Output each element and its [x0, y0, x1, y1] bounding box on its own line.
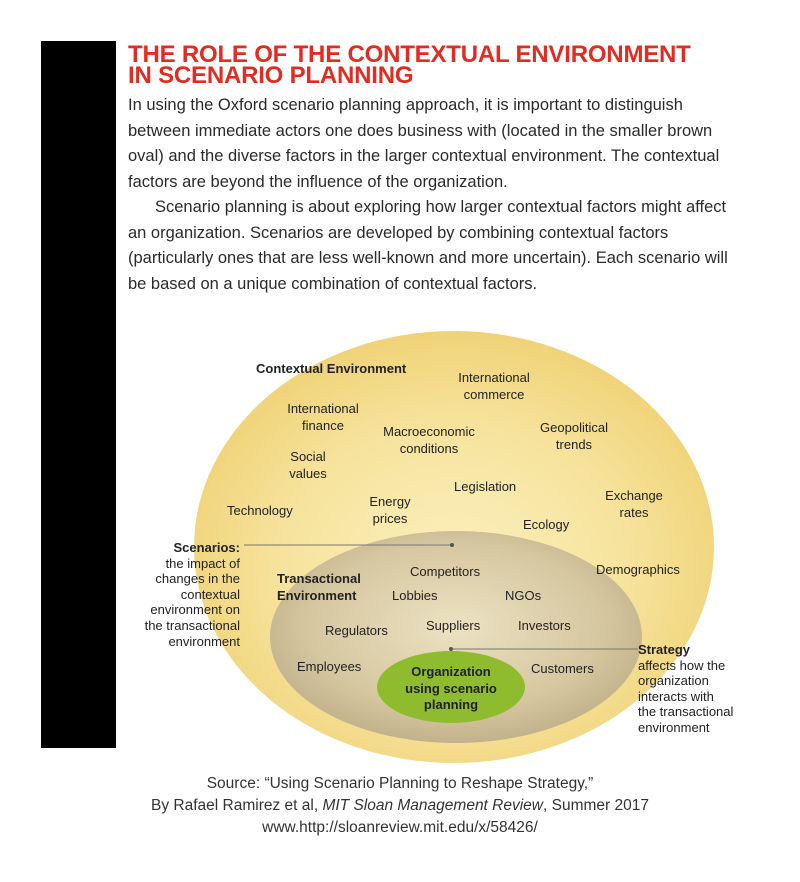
scenarios-callout-line-5: the transactional	[144, 617, 240, 633]
factor-geopolitical-line-2: trends	[555, 437, 593, 452]
transactional-heading-line-1: Transactional	[277, 571, 361, 586]
strategy-callout-heading: Strategy	[638, 642, 691, 657]
factor-energy-prices-line-1: Energy	[369, 494, 411, 509]
actor-employees: Employees	[297, 659, 362, 674]
factor-international-commerce-line-2: commerce	[463, 387, 525, 402]
actor-competitors: Competitors	[410, 564, 481, 579]
factor-exchange-rates-line-1: Exchange	[605, 488, 663, 503]
factor-macroeconomic-line-2: conditions	[399, 441, 459, 456]
intro-paragraph-1: In using the Oxford scenario planning approach, it is important to distinguish between immediate actors one does business with (located in the smaller brown oval) and the diverse factors in the larger contextual environment. The contextual factors are beyond the influence of the organization.	[128, 96, 720, 191]
actor-suppliers: Suppliers	[426, 618, 481, 633]
source-url: www.http://sloanreview.mit.edu/x/58426/	[262, 819, 538, 836]
intro-paragraph-2: Scenario planning is about exploring how larger contextual factors might affect an organization. Scenarios are developed by combining contextual factors (particularly ones that are less well-known and more uncertain). Each scenario will be based on a unique combination of contextual factors.	[128, 198, 728, 293]
factor-international-finance	[275, 400, 371, 434]
contextual-environment-heading: Contextual Environment	[256, 361, 407, 376]
scenarios-callout-heading: Scenarios:	[173, 540, 240, 555]
factor-energy-prices	[358, 493, 422, 527]
factor-exchange-rates-line-2: rates	[619, 505, 649, 520]
strategy-callout-line-2: organization	[638, 673, 709, 689]
source-caption	[0, 773, 800, 839]
strategy-connector-dot	[449, 647, 453, 651]
strategy-callout	[638, 642, 768, 736]
actor-customers: Customers	[531, 661, 594, 676]
strategy-callout-line-4: the transactional	[638, 704, 734, 720]
source-date: , Summer 2017	[543, 797, 649, 814]
strategy-callout-line-1: affects how the	[638, 657, 726, 673]
organization-label	[377, 664, 525, 714]
transactional-environment-heading	[277, 570, 361, 604]
actor-ngos: NGOs	[505, 588, 542, 603]
factor-geopolitical-trends	[527, 419, 621, 453]
factor-international-commerce	[448, 369, 540, 403]
factor-ecology: Ecology	[523, 517, 570, 532]
scenarios-callout-line-6: environment	[168, 633, 240, 649]
scenarios-callout-line-4: environment on	[150, 602, 240, 618]
title-line-2: IN SCENARIO PLANNING	[128, 62, 414, 89]
source-journal: MIT Sloan Management Review	[322, 797, 543, 814]
actor-lobbies: Lobbies	[392, 588, 438, 603]
actor-regulators: Regulators	[325, 623, 388, 638]
factor-international-commerce-line-1: International	[458, 370, 530, 385]
organization-label-line-2: using scenario	[405, 680, 497, 696]
source-authors: By Rafael Ramirez et al,	[151, 797, 323, 814]
organization-label-line-1: Organization	[411, 664, 491, 679]
factor-macroeconomic-line-1: Macroeconomic	[383, 424, 475, 439]
strategy-callout-line-3: interacts with	[638, 688, 714, 704]
scenarios-callout-line-3: contextual	[180, 586, 240, 602]
factor-demographics: Demographics	[596, 562, 680, 577]
strategy-callout-line-5: environment	[638, 719, 710, 735]
factor-social-values-line-2: values	[289, 466, 327, 481]
scenarios-callout-line-1: the impact of	[165, 555, 240, 571]
source-line-1: Source: “Using Scenario Planning to Reshape Strategy,”	[206, 775, 594, 792]
title-line-1: THE ROLE OF THE CONTEXTUAL ENVIRONMENT	[128, 41, 691, 68]
factor-legislation: Legislation	[454, 479, 517, 494]
factor-exchange-rates	[592, 487, 676, 521]
scenarios-callout-line-2: changes in the	[155, 571, 240, 587]
factor-energy-prices-line-2: prices	[372, 511, 408, 526]
factor-social-values-line-1: Social	[290, 449, 326, 464]
scenarios-connector-dot	[450, 543, 454, 547]
factor-geopolitical-line-1: Geopolitical	[540, 420, 608, 435]
organization-label-line-3: planning	[423, 697, 479, 712]
transactional-heading-line-2: Environment	[277, 588, 357, 603]
factor-international-finance-line-1: International	[287, 401, 359, 416]
actor-investors: Investors	[518, 618, 571, 633]
source-line-2	[0, 795, 800, 817]
factor-international-finance-line-2: finance	[302, 418, 344, 433]
factor-technology: Technology	[227, 503, 293, 518]
scenarios-callout	[118, 540, 240, 649]
factor-social-values	[276, 448, 340, 482]
factor-macroeconomic-conditions	[370, 423, 488, 457]
